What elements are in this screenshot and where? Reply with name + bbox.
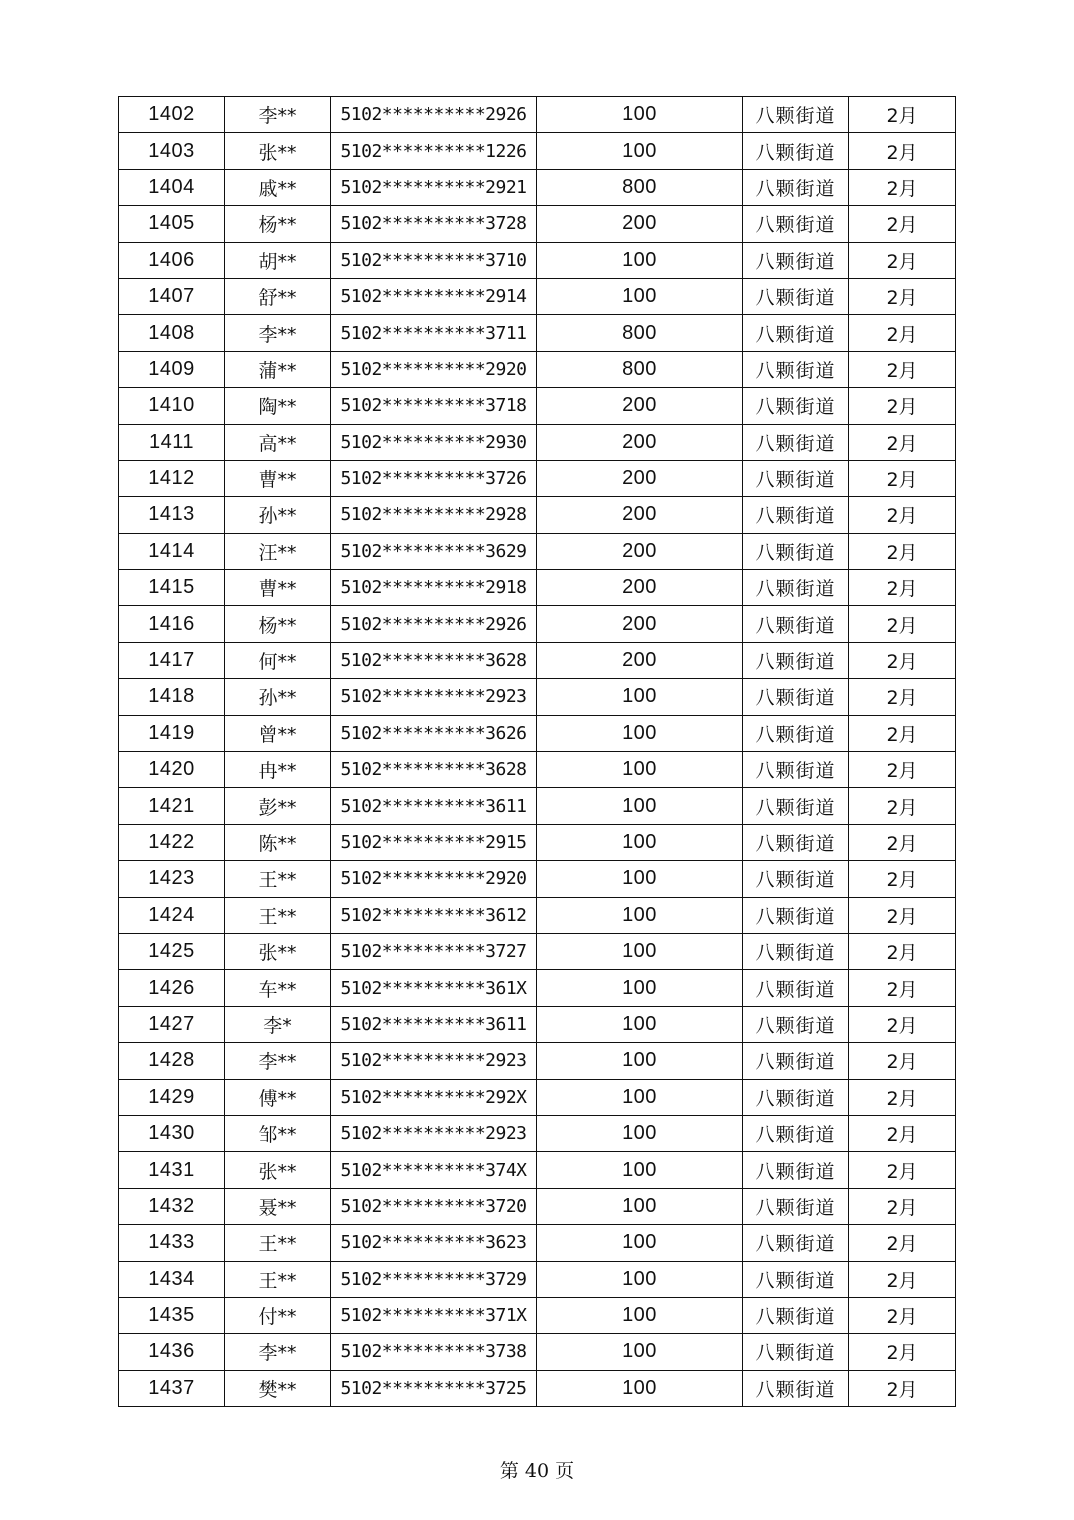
name-cell: 傅**	[225, 1079, 331, 1115]
street-cell: 八颗街道	[743, 533, 849, 569]
name-cell: 王**	[225, 861, 331, 897]
table-row	[119, 1115, 956, 1151]
amount-cell: 100	[537, 679, 743, 715]
amount-cell: 100	[537, 1297, 743, 1333]
name-cell: 曹**	[225, 570, 331, 606]
name-cell: 李*	[225, 1006, 331, 1042]
name-cell: 王**	[225, 1261, 331, 1297]
row-number-cell: 1406	[119, 242, 225, 278]
amount-cell: 200	[537, 497, 743, 533]
row-number-cell: 1416	[119, 606, 225, 642]
row-number-cell: 1412	[119, 460, 225, 496]
month-cell: 2月	[849, 752, 956, 788]
street-cell: 八颗街道	[743, 1043, 849, 1079]
id-number-cell: 5102**********3720	[331, 1188, 537, 1224]
month-cell: 2月	[849, 570, 956, 606]
amount-cell: 100	[537, 1043, 743, 1079]
row-number-cell: 1427	[119, 1006, 225, 1042]
table-row	[119, 1370, 956, 1406]
table-row	[119, 460, 956, 496]
id-number-cell: 5102**********3628	[331, 642, 537, 678]
row-number-cell: 1428	[119, 1043, 225, 1079]
street-cell: 八颗街道	[743, 788, 849, 824]
name-cell: 汪**	[225, 533, 331, 569]
amount-cell: 100	[537, 1370, 743, 1406]
name-cell: 冉**	[225, 752, 331, 788]
month-cell: 2月	[849, 1115, 956, 1151]
id-number-cell: 5102**********2920	[331, 861, 537, 897]
row-number-cell: 1430	[119, 1115, 225, 1151]
id-number-cell: 5102**********2928	[331, 497, 537, 533]
id-number-cell: 5102**********3626	[331, 715, 537, 751]
street-cell: 八颗街道	[743, 1006, 849, 1042]
name-cell: 李**	[225, 97, 331, 133]
amount-cell: 100	[537, 1115, 743, 1151]
row-number-cell: 1431	[119, 1152, 225, 1188]
amount-cell: 100	[537, 1006, 743, 1042]
month-cell: 2月	[849, 788, 956, 824]
month-cell: 2月	[849, 1006, 956, 1042]
row-number-cell: 1409	[119, 351, 225, 387]
amount-cell: 100	[537, 1188, 743, 1224]
id-number-cell: 5102**********2920	[331, 351, 537, 387]
name-cell: 曾**	[225, 715, 331, 751]
month-cell: 2月	[849, 278, 956, 314]
amount-cell: 800	[537, 315, 743, 351]
id-number-cell: 5102**********2923	[331, 1043, 537, 1079]
amount-cell: 100	[537, 824, 743, 860]
month-cell: 2月	[849, 1043, 956, 1079]
name-cell: 孙**	[225, 497, 331, 533]
id-number-cell: 5102**********374X	[331, 1152, 537, 1188]
table-row	[119, 715, 956, 751]
amount-cell: 100	[537, 1225, 743, 1261]
street-cell: 八颗街道	[743, 1261, 849, 1297]
name-cell: 付**	[225, 1297, 331, 1333]
street-cell: 八颗街道	[743, 606, 849, 642]
id-number-cell: 5102**********2921	[331, 169, 537, 205]
id-number-cell: 5102**********3623	[331, 1225, 537, 1261]
id-number-cell: 5102**********2923	[331, 679, 537, 715]
name-cell: 杨**	[225, 206, 331, 242]
id-number-cell: 5102**********3725	[331, 1370, 537, 1406]
name-cell: 曹**	[225, 460, 331, 496]
id-number-cell: 5102**********3727	[331, 933, 537, 969]
row-number-cell: 1408	[119, 315, 225, 351]
row-number-cell: 1411	[119, 424, 225, 460]
month-cell: 2月	[849, 1297, 956, 1333]
month-cell: 2月	[849, 679, 956, 715]
row-number-cell: 1404	[119, 169, 225, 205]
table-row	[119, 897, 956, 933]
row-number-cell: 1402	[119, 97, 225, 133]
row-number-cell: 1414	[119, 533, 225, 569]
name-cell: 李**	[225, 1334, 331, 1370]
amount-cell: 100	[537, 97, 743, 133]
month-cell: 2月	[849, 715, 956, 751]
id-number-cell: 5102**********3629	[331, 533, 537, 569]
table-row	[119, 570, 956, 606]
row-number-cell: 1420	[119, 752, 225, 788]
month-cell: 2月	[849, 1225, 956, 1261]
street-cell: 八颗街道	[743, 169, 849, 205]
street-cell: 八颗街道	[743, 642, 849, 678]
amount-cell: 100	[537, 133, 743, 169]
street-cell: 八颗街道	[743, 970, 849, 1006]
name-cell: 张**	[225, 133, 331, 169]
id-number-cell: 5102**********371X	[331, 1297, 537, 1333]
table-body	[119, 97, 956, 1407]
street-cell: 八颗街道	[743, 861, 849, 897]
id-number-cell: 5102**********1226	[331, 133, 537, 169]
table-row	[119, 242, 956, 278]
id-number-cell: 5102**********2914	[331, 278, 537, 314]
id-number-cell: 5102**********2915	[331, 824, 537, 860]
table-row	[119, 642, 956, 678]
street-cell: 八颗街道	[743, 715, 849, 751]
table-row	[119, 206, 956, 242]
id-number-cell: 5102**********3729	[331, 1261, 537, 1297]
street-cell: 八颗街道	[743, 1079, 849, 1115]
name-cell: 杨**	[225, 606, 331, 642]
street-cell: 八颗街道	[743, 752, 849, 788]
street-cell: 八颗街道	[743, 1115, 849, 1151]
row-number-cell: 1421	[119, 788, 225, 824]
street-cell: 八颗街道	[743, 424, 849, 460]
month-cell: 2月	[849, 1261, 956, 1297]
street-cell: 八颗街道	[743, 1188, 849, 1224]
amount-cell: 100	[537, 242, 743, 278]
id-number-cell: 5102**********3628	[331, 752, 537, 788]
month-cell: 2月	[849, 497, 956, 533]
street-cell: 八颗街道	[743, 133, 849, 169]
month-cell: 2月	[849, 206, 956, 242]
id-number-cell: 5102**********2923	[331, 1115, 537, 1151]
table-row	[119, 824, 956, 860]
month-cell: 2月	[849, 1152, 956, 1188]
row-number-cell: 1418	[119, 679, 225, 715]
table-row	[119, 1188, 956, 1224]
table-row	[119, 315, 956, 351]
table-row	[119, 1225, 956, 1261]
table-row	[119, 278, 956, 314]
amount-cell: 100	[537, 970, 743, 1006]
row-number-cell: 1437	[119, 1370, 225, 1406]
month-cell: 2月	[849, 388, 956, 424]
table-row	[119, 497, 956, 533]
month-cell: 2月	[849, 824, 956, 860]
month-cell: 2月	[849, 642, 956, 678]
name-cell: 高**	[225, 424, 331, 460]
table-row	[119, 1152, 956, 1188]
amount-cell: 200	[537, 460, 743, 496]
name-cell: 樊**	[225, 1370, 331, 1406]
row-number-cell: 1410	[119, 388, 225, 424]
page-number: 第 40 页	[499, 1460, 575, 1482]
id-number-cell: 5102**********3612	[331, 897, 537, 933]
month-cell: 2月	[849, 424, 956, 460]
row-number-cell: 1422	[119, 824, 225, 860]
table-row	[119, 424, 956, 460]
amount-cell: 100	[537, 788, 743, 824]
amount-cell: 200	[537, 388, 743, 424]
street-cell: 八颗街道	[743, 570, 849, 606]
amount-cell: 100	[537, 752, 743, 788]
table-row	[119, 1006, 956, 1042]
row-number-cell: 1413	[119, 497, 225, 533]
name-cell: 戚**	[225, 169, 331, 205]
id-number-cell: 5102**********3726	[331, 460, 537, 496]
table-row	[119, 933, 956, 969]
id-number-cell: 5102**********2930	[331, 424, 537, 460]
street-cell: 八颗街道	[743, 97, 849, 133]
name-cell: 孙**	[225, 679, 331, 715]
name-cell: 蒲**	[225, 351, 331, 387]
amount-cell: 100	[537, 715, 743, 751]
row-number-cell: 1435	[119, 1297, 225, 1333]
street-cell: 八颗街道	[743, 897, 849, 933]
row-number-cell: 1403	[119, 133, 225, 169]
amount-cell: 200	[537, 206, 743, 242]
row-number-cell: 1429	[119, 1079, 225, 1115]
row-number-cell: 1417	[119, 642, 225, 678]
id-number-cell: 5102**********3718	[331, 388, 537, 424]
row-number-cell: 1415	[119, 570, 225, 606]
row-number-cell: 1423	[119, 861, 225, 897]
month-cell: 2月	[849, 1334, 956, 1370]
id-number-cell: 5102**********3728	[331, 206, 537, 242]
street-cell: 八颗街道	[743, 351, 849, 387]
id-number-cell: 5102**********3611	[331, 1006, 537, 1042]
month-cell: 2月	[849, 315, 956, 351]
name-cell: 邹**	[225, 1115, 331, 1151]
name-cell: 舒**	[225, 278, 331, 314]
name-cell: 李**	[225, 1043, 331, 1079]
amount-cell: 100	[537, 1334, 743, 1370]
amount-cell: 100	[537, 1152, 743, 1188]
table-row	[119, 133, 956, 169]
table-row	[119, 1297, 956, 1333]
name-cell: 何**	[225, 642, 331, 678]
street-cell: 八颗街道	[743, 497, 849, 533]
amount-cell: 200	[537, 606, 743, 642]
month-cell: 2月	[849, 97, 956, 133]
table-row	[119, 1043, 956, 1079]
table-row	[119, 679, 956, 715]
street-cell: 八颗街道	[743, 278, 849, 314]
month-cell: 2月	[849, 606, 956, 642]
street-cell: 八颗街道	[743, 1370, 849, 1406]
table-row	[119, 1261, 956, 1297]
table-row	[119, 1079, 956, 1115]
table-row	[119, 169, 956, 205]
street-cell: 八颗街道	[743, 1334, 849, 1370]
month-cell: 2月	[849, 351, 956, 387]
name-cell: 王**	[225, 1225, 331, 1261]
street-cell: 八颗街道	[743, 824, 849, 860]
street-cell: 八颗街道	[743, 1297, 849, 1333]
name-cell: 张**	[225, 933, 331, 969]
month-cell: 2月	[849, 1188, 956, 1224]
amount-cell: 100	[537, 933, 743, 969]
id-number-cell: 5102**********2918	[331, 570, 537, 606]
month-cell: 2月	[849, 169, 956, 205]
street-cell: 八颗街道	[743, 388, 849, 424]
table-row	[119, 388, 956, 424]
month-cell: 2月	[849, 861, 956, 897]
name-cell: 车**	[225, 970, 331, 1006]
month-cell: 2月	[849, 460, 956, 496]
street-cell: 八颗街道	[743, 679, 849, 715]
row-number-cell: 1436	[119, 1334, 225, 1370]
row-number-cell: 1425	[119, 933, 225, 969]
amount-cell: 200	[537, 424, 743, 460]
month-cell: 2月	[849, 970, 956, 1006]
street-cell: 八颗街道	[743, 460, 849, 496]
street-cell: 八颗街道	[743, 1152, 849, 1188]
table-row	[119, 97, 956, 133]
name-cell: 陶**	[225, 388, 331, 424]
row-number-cell: 1424	[119, 897, 225, 933]
row-number-cell: 1407	[119, 278, 225, 314]
table-row	[119, 1334, 956, 1370]
name-cell: 陈**	[225, 824, 331, 860]
amount-cell: 200	[537, 570, 743, 606]
name-cell: 李**	[225, 315, 331, 351]
month-cell: 2月	[849, 133, 956, 169]
amount-cell: 100	[537, 278, 743, 314]
table-row	[119, 351, 956, 387]
id-number-cell: 5102**********3611	[331, 788, 537, 824]
name-cell: 彭**	[225, 788, 331, 824]
subsidy-list-table	[118, 96, 956, 1407]
amount-cell: 200	[537, 533, 743, 569]
name-cell: 胡**	[225, 242, 331, 278]
table-row	[119, 606, 956, 642]
id-number-cell: 5102**********3711	[331, 315, 537, 351]
amount-cell: 200	[537, 642, 743, 678]
subsidy-list-table-container	[118, 96, 955, 1407]
month-cell: 2月	[849, 1370, 956, 1406]
street-cell: 八颗街道	[743, 206, 849, 242]
street-cell: 八颗街道	[743, 315, 849, 351]
amount-cell: 800	[537, 169, 743, 205]
row-number-cell: 1434	[119, 1261, 225, 1297]
id-number-cell: 5102**********2926	[331, 97, 537, 133]
row-number-cell: 1432	[119, 1188, 225, 1224]
month-cell: 2月	[849, 897, 956, 933]
table-row	[119, 533, 956, 569]
row-number-cell: 1419	[119, 715, 225, 751]
month-cell: 2月	[849, 533, 956, 569]
month-cell: 2月	[849, 242, 956, 278]
amount-cell: 100	[537, 861, 743, 897]
amount-cell: 800	[537, 351, 743, 387]
id-number-cell: 5102**********3738	[331, 1334, 537, 1370]
id-number-cell: 5102**********292X	[331, 1079, 537, 1115]
street-cell: 八颗街道	[743, 1225, 849, 1261]
name-cell: 张**	[225, 1152, 331, 1188]
id-number-cell: 5102**********2926	[331, 606, 537, 642]
month-cell: 2月	[849, 933, 956, 969]
row-number-cell: 1433	[119, 1225, 225, 1261]
id-number-cell: 5102**********361X	[331, 970, 537, 1006]
month-cell: 2月	[849, 1079, 956, 1115]
id-number-cell: 5102**********3710	[331, 242, 537, 278]
street-cell: 八颗街道	[743, 933, 849, 969]
table-row	[119, 788, 956, 824]
name-cell: 聂**	[225, 1188, 331, 1224]
row-number-cell: 1405	[119, 206, 225, 242]
table-row	[119, 752, 956, 788]
street-cell: 八颗街道	[743, 242, 849, 278]
table-row	[119, 970, 956, 1006]
amount-cell: 100	[537, 897, 743, 933]
name-cell: 王**	[225, 897, 331, 933]
table-row	[119, 861, 956, 897]
row-number-cell: 1426	[119, 970, 225, 1006]
amount-cell: 100	[537, 1261, 743, 1297]
amount-cell: 100	[537, 1079, 743, 1115]
